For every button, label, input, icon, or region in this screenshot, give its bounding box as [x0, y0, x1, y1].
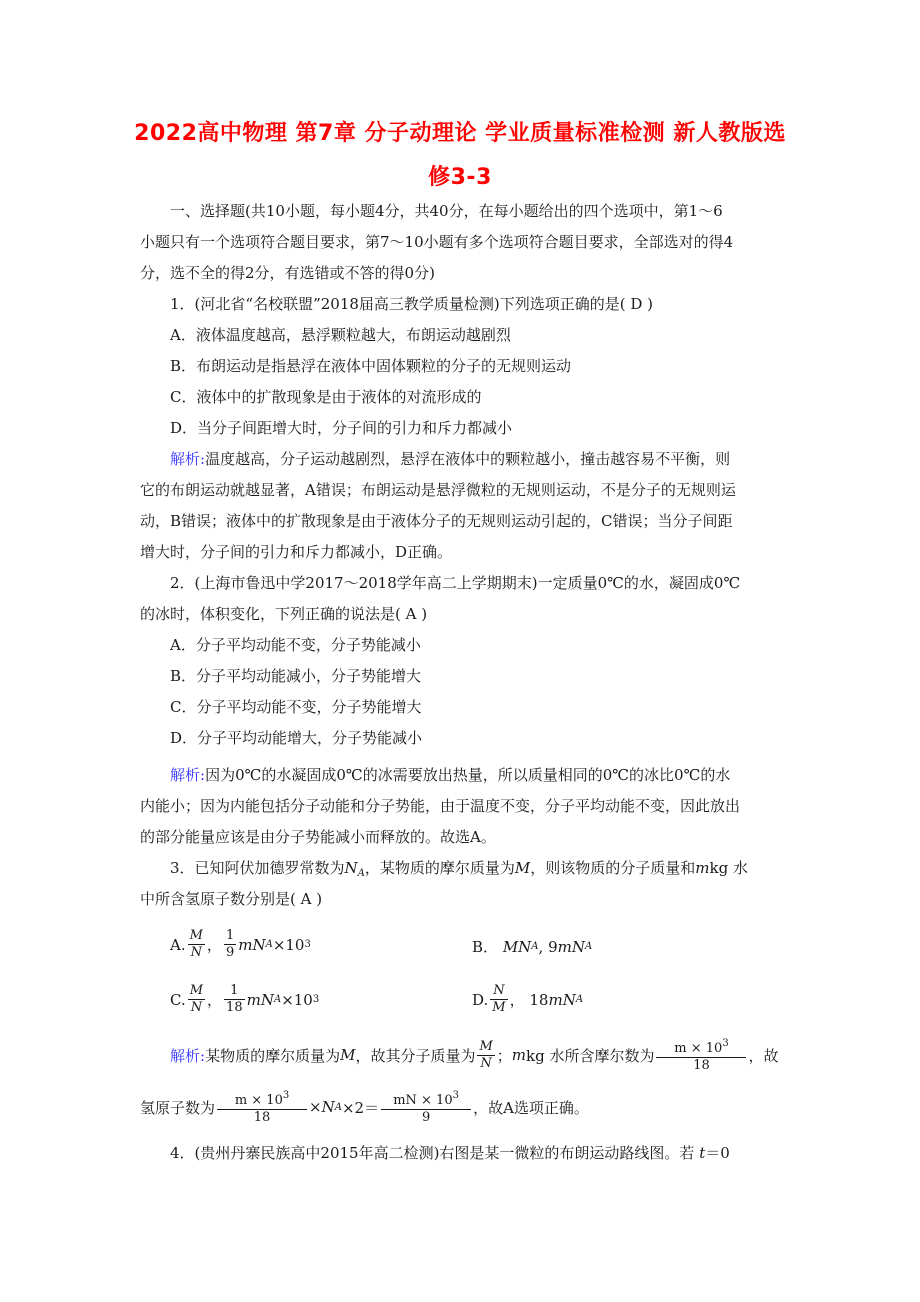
document-title-line-1: 2022高中物理 第7章 分子动理论 学业质量标准检测 新人教版选: [134, 121, 786, 146]
question-1-analysis-line-2: 它的布朗运动就越显著，A错误；布朗运动是悬浮微粒的无规则运动，不是分子的无规则运: [140, 481, 736, 499]
question-1-stem: 1．(河北省“名校联盟”2018届高三教学质量检测)下列选项正确的是( D ): [170, 295, 654, 313]
question-2-option-b: B．分子平均动能减小，分子势能增大: [170, 667, 422, 685]
question-2-option-a: A．分子平均动能不变，分子势能减小: [170, 636, 421, 654]
fraction: $\frac{1}{18}$: [226, 983, 243, 1015]
question-3-option-c: C. $\frac{M}{N}$ ， $\frac{1}{18}$ m N A ×10 3: [170, 983, 320, 1015]
question-4-stem: 4．(贵州丹寨民族高中2015年高二检测)右图是某一微粒的布朗运动路线图。若 t＝0: [170, 1144, 730, 1162]
question-2-analysis-line-3: 的部分能量应该是由分子势能减小而释放的。故选A。: [140, 828, 496, 846]
analysis-label: 解析:: [170, 450, 206, 468]
question-3-option-d: D. $\frac{N}{M}$ ， 18 mN A: [472, 983, 584, 1015]
instructions-line-2: 小题只有一个选项符合题目要求，第7～10小题有多个选项符合题目要求，全部选对的得4: [140, 233, 734, 251]
question-1-option-b: B．布朗运动是指悬浮在液体中固体颗粒的分子的无规则运动: [170, 357, 572, 375]
document-title-line-2: 修3-3: [428, 165, 492, 190]
analysis-label: 解析:: [170, 766, 206, 784]
fraction: $\frac{M}{N}$: [189, 983, 204, 1015]
question-3-stem-line-2: 中所含氢原子数分别是( A ): [140, 890, 323, 908]
question-2-option-d: D．分子平均动能增大，分子势能减小: [170, 729, 423, 747]
fraction: $\frac{m \times 10^3}{18}$: [217, 1088, 307, 1126]
instructions-line-1: 一、选择题(共10小题，每小题4分，共40分，在每小题给出的四个选项中，第1～6: [170, 202, 723, 220]
question-1-analysis-line-4: 增大时，分子间的引力和斥力都减小，D正确。: [140, 543, 453, 561]
fraction: $\frac{mN \times 10^3}{9}$: [381, 1088, 471, 1126]
fraction: $\frac{M}{N}$: [189, 928, 203, 960]
question-3-option-a: A. $\frac{M}{N}$ ， $\frac{1}{9}$ m N A ×10 3: [170, 928, 311, 960]
question-2-stem-line-1: 2．(上海市鲁迅中学2017～2018学年高二上学期期末)一定质量0℃的水，凝固成0℃: [170, 574, 741, 592]
question-3-analysis-line-2: 氢原子数为 $\frac{m \times 10^3}{18}$ × N A ×2＝ $\frac{mN \times 10^3}{9}$ ，故A选项正确。: [140, 1090, 589, 1125]
fraction: $\frac{1}{9}$: [225, 928, 235, 960]
question-2-analysis-line-2: 内能小；因为内能包括分子动能和分子势能，由于温度不变，分子平均动能不变，因此放出: [140, 797, 741, 815]
analysis-label: 解析:: [170, 1046, 206, 1065]
question-1-option-d: D．当分子间距增大时，分子间的引力和斥力都减小: [170, 419, 513, 437]
question-2-stem-line-2: 的冰时，体积变化，下列正确的说法是( A ): [140, 605, 428, 623]
question-3-stem-line-1: 3．已知阿伏加德罗常数为$N_A$，某物质的摩尔质量为M，则该物质的分子质量和mkg 水: [170, 859, 748, 879]
fraction: $\frac{M}{N}$: [479, 1038, 493, 1071]
fraction: $\frac{N}{M}$: [492, 983, 506, 1015]
question-1-analysis-line-3: 动，B错误；液体中的扩散现象是由于液体分子的无规则运动引起的，C错误；当分子间距: [140, 512, 733, 530]
instructions-line-3: 分，选不全的得2分，有选错或不答的得0分): [140, 264, 435, 282]
question-3-analysis-line-1: 解析: 某物质的摩尔质量为 M ，故其分子质量为 $\frac{M}{N}$ ； m kg 水所含摩尔数为 $\frac{m \times 10^3}{18}$ ，故: [170, 1038, 779, 1073]
question-1-option-a: A．液体温度越高，悬浮颗粒越大，布朗运动越剧烈: [170, 326, 511, 344]
question-1-analysis-line-1: 解析:温度越高，分子运动越剧烈，悬浮在液体中的颗粒越小，撞击越容易不平衡，则: [170, 450, 731, 468]
fraction: $\frac{m \times 10^3}{18}$: [656, 1036, 746, 1074]
question-1-option-c: C．液体中的扩散现象是由于液体的对流形成的: [170, 388, 482, 406]
question-3-option-b: B． MN A , 9 mN A: [472, 937, 593, 956]
question-2-option-c: C．分子平均动能不变，分子势能增大: [170, 698, 422, 716]
question-2-analysis-line-1: 解析:因为0℃的水凝固成0℃的冰需要放出热量，所以质量相同的0℃的冰比0℃的水: [170, 766, 731, 784]
